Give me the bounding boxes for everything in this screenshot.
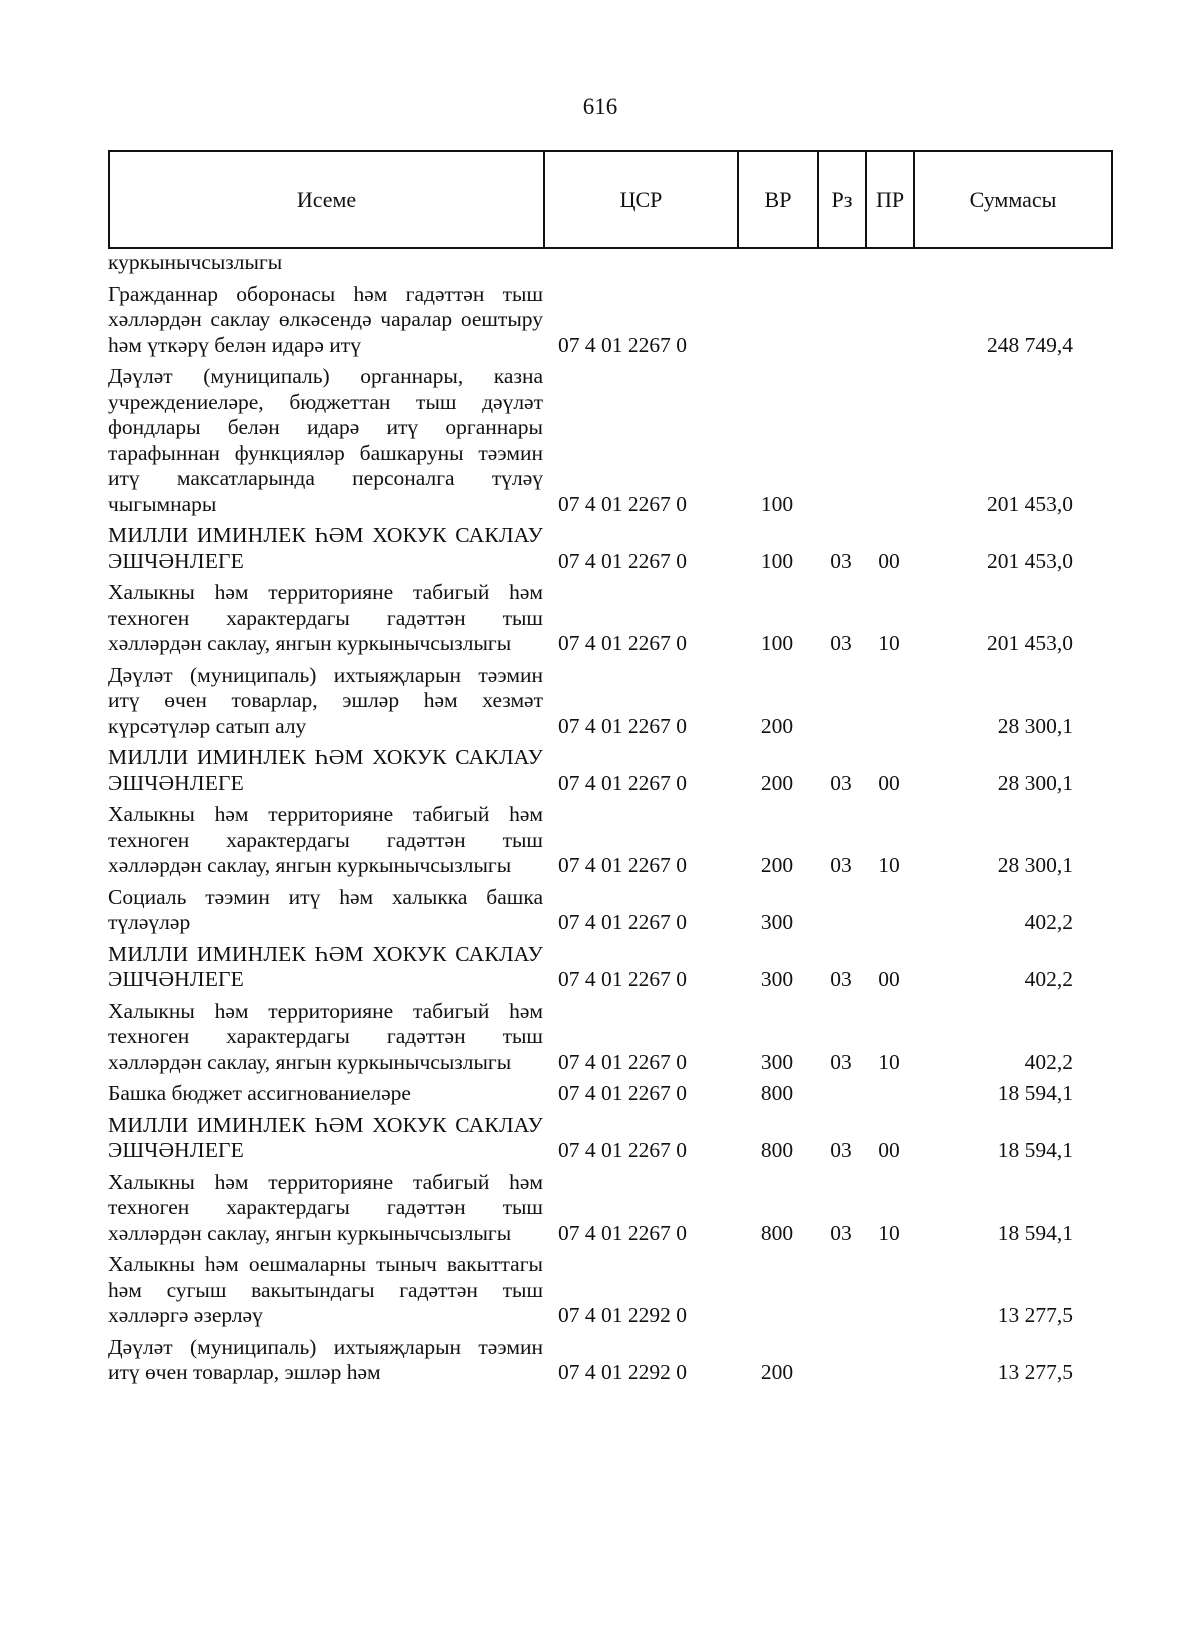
row-sum: 402,2 — [1024, 967, 1073, 991]
row-rz: 03 — [830, 967, 852, 991]
table-header — [108, 150, 1113, 249]
row-pr: 10 — [878, 1049, 900, 1074]
row-vr: 800 — [760, 1220, 794, 1245]
row-pr: 10 — [878, 1220, 900, 1245]
row-name: куркынычсызлыгы — [108, 250, 283, 274]
row-csr: 07 4 01 2267 0 — [558, 1138, 687, 1162]
row-name: Дәүләт (муниципаль) ихтыяҗларын тәэмин итү өчен товарлар, эшләр һәм хезмәт күрсәтүләр сатып алу — [108, 662, 543, 738]
row-pr: 10 — [878, 631, 900, 655]
row-vr: 800 — [760, 1081, 794, 1105]
row-vr: 100 — [760, 631, 794, 655]
header-vr: ВР — [738, 151, 818, 248]
row-vr: 200 — [760, 853, 794, 877]
table-row — [108, 1113, 1113, 1164]
table-row — [108, 802, 1113, 879]
row-sum: 402,2 — [1024, 910, 1073, 934]
row-csr: 07 4 01 2292 0 — [558, 1360, 687, 1384]
row-csr: 07 4 01 2267 0 — [558, 631, 687, 655]
row-sum: 201 453,0 — [987, 548, 1073, 573]
table-row — [108, 663, 1113, 740]
row-csr: 07 4 01 2267 0 — [558, 910, 687, 934]
row-name: Дәүләт (муниципаль) органнары, казна учреждениеләре, бюджеттан тыш дәүләт фондлары белән идарә итү органнары тарафыннан функцияләр башкаруны тәэмин итү максатларында персоналга түләү чыгымнары — [108, 364, 543, 516]
row-csr: 07 4 01 2267 0 — [558, 853, 687, 877]
header-rz: Рз — [818, 151, 866, 248]
row-rz: 03 — [830, 1220, 852, 1245]
table-body — [108, 250, 1113, 1392]
page-number: 616 — [582, 94, 618, 119]
header-pr: ПР — [866, 151, 914, 248]
row-sum: 28 300,1 — [997, 713, 1073, 738]
table-row — [108, 942, 1113, 993]
row-sum: 201 453,0 — [987, 491, 1073, 516]
table-row — [108, 250, 1113, 276]
row-vr: 200 — [760, 1360, 794, 1384]
row-csr: 07 4 01 2267 0 — [558, 770, 687, 795]
row-name: Гражданнар оборонасы һәм гадәттән тыш хәлләрдән саклау өлкәсендә чаралар оештыру һәм үткәрү белән идарә итү — [108, 281, 543, 357]
row-vr: 100 — [760, 491, 794, 516]
row-name: Дәүләт (муниципаль) ихтыяҗларын тәэмин итү өчен товарлар, эшләр һәм — [108, 1334, 543, 1384]
table-row — [108, 580, 1113, 657]
row-name: Халыкны һәм территорияне табигый һәм техноген характердагы гадәттән тыш хәлләрдән саклау, янгын куркынычсызлыгы — [108, 998, 543, 1074]
table-row — [108, 1081, 1113, 1107]
row-pr: 10 — [878, 853, 900, 877]
row-vr: 300 — [760, 1049, 794, 1074]
table-row — [108, 523, 1113, 574]
row-sum: 13 277,5 — [997, 1360, 1073, 1384]
table-row — [108, 282, 1113, 359]
row-vr: 100 — [760, 548, 794, 573]
table-row — [108, 364, 1113, 517]
row-name: МИЛЛИ ИМИНЛЕК ҺӘМ ХОКУК САКЛАУ ЭШЧӘНЛЕГЕ — [108, 745, 543, 795]
row-csr: 07 4 01 2267 0 — [558, 1049, 687, 1074]
row-rz: 03 — [830, 631, 852, 655]
row-csr: 07 4 01 2267 0 — [558, 491, 687, 516]
row-csr: 07 4 01 2267 0 — [558, 332, 687, 357]
row-name: Социаль тәэмин итү һәм халыкка башка түләүләр — [108, 884, 543, 934]
row-pr: 00 — [878, 548, 900, 573]
row-vr: 300 — [760, 967, 794, 991]
row-pr: 00 — [878, 967, 900, 991]
row-sum: 248 749,4 — [987, 332, 1073, 357]
table-row — [108, 1252, 1113, 1329]
row-vr: 200 — [760, 770, 794, 795]
row-rz: 03 — [830, 548, 852, 573]
row-csr: 07 4 01 2267 0 — [558, 1081, 687, 1105]
header-name: Исеме — [109, 151, 544, 248]
row-sum: 201 453,0 — [987, 631, 1073, 655]
row-name: МИЛЛИ ИМИНЛЕК ҺӘМ ХОКУК САКЛАУ ЭШЧӘНЛЕГЕ — [108, 1112, 543, 1162]
row-pr: 00 — [878, 1138, 900, 1162]
row-pr: 00 — [878, 770, 900, 795]
row-sum: 28 300,1 — [997, 770, 1073, 795]
row-sum: 28 300,1 — [997, 853, 1073, 877]
table-row — [108, 999, 1113, 1076]
table-row — [108, 885, 1113, 936]
row-vr: 200 — [760, 713, 794, 738]
table-row — [108, 1170, 1113, 1247]
header-csr: ЦСР — [544, 151, 738, 248]
row-name: Башка бюджет ассигнованиеләре — [108, 1081, 411, 1105]
row-vr: 800 — [760, 1138, 794, 1162]
row-csr: 07 4 01 2267 0 — [558, 548, 687, 573]
row-csr: 07 4 01 2292 0 — [558, 1303, 687, 1327]
row-rz: 03 — [830, 1049, 852, 1074]
row-csr: 07 4 01 2267 0 — [558, 1220, 687, 1245]
row-sum: 18 594,1 — [997, 1081, 1073, 1105]
row-rz: 03 — [830, 853, 852, 877]
row-sum: 13 277,5 — [997, 1303, 1073, 1327]
row-vr: 300 — [760, 910, 794, 934]
row-csr: 07 4 01 2267 0 — [558, 967, 687, 991]
table-row — [108, 745, 1113, 796]
row-csr: 07 4 01 2267 0 — [558, 713, 687, 738]
row-name: Халыкны һәм территорияне табигый һәм техноген характердагы гадәттән тыш хәлләрдән саклау, янгын куркынычсызлыгы — [108, 802, 543, 877]
row-name: Халыкны һәм территорияне табигый һәм техноген характердагы гадәттән тыш хәлләрдән саклау, янгын куркынычсызлыгы — [108, 1169, 543, 1245]
table-row — [108, 1335, 1113, 1386]
row-rz: 03 — [830, 770, 852, 795]
row-rz: 03 — [830, 1138, 852, 1162]
row-name: МИЛЛИ ИМИНЛЕК ҺӘМ ХОКУК САКЛАУ ЭШЧӘНЛЕГЕ — [108, 941, 543, 991]
header-sum: Суммасы — [914, 151, 1112, 248]
row-name: МИЛЛИ ИМИНЛЕК ҺӘМ ХОКУК САКЛАУ ЭШЧӘНЛЕГЕ — [108, 523, 543, 573]
row-name: Халыкны һәм территорияне табигый һәм техноген характердагы гадәттән тыш хәлләрдән саклау, янгын куркынычсызлыгы — [108, 580, 543, 655]
row-name: Халыкны һәм оешмаларны тыныч вакыттагы һәм сугыш вакытындагы гадәттән тыш хәлләргә әзерләү — [108, 1252, 543, 1327]
row-sum: 18 594,1 — [997, 1138, 1073, 1162]
row-sum: 18 594,1 — [997, 1220, 1073, 1245]
row-sum: 402,2 — [1024, 1049, 1073, 1074]
